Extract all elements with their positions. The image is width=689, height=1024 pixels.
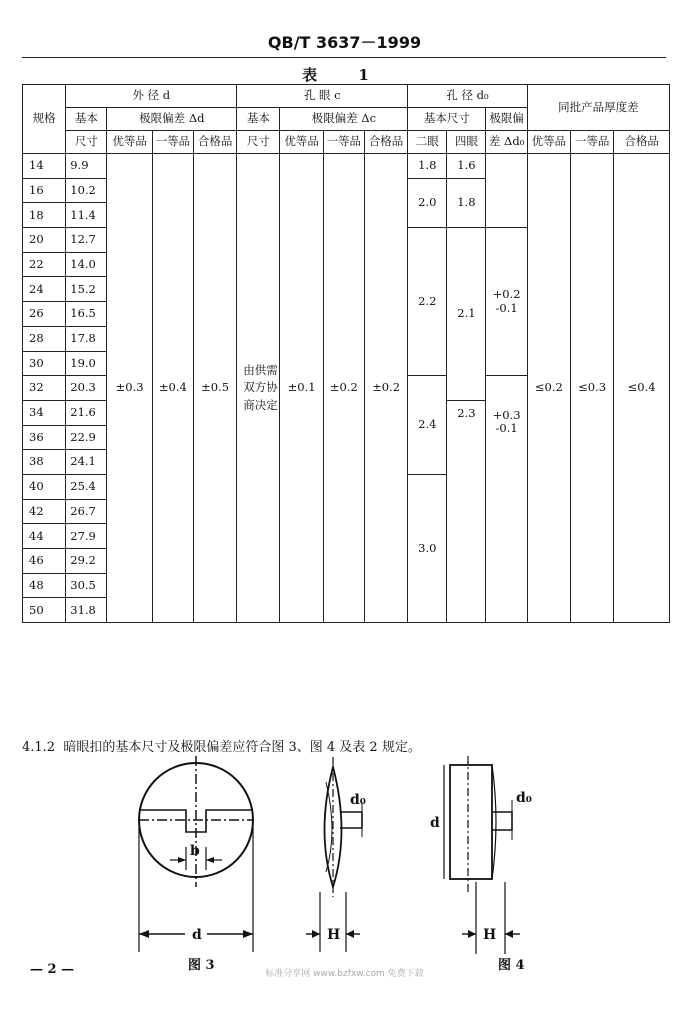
- cell-d0-two-5: 3.0: [408, 474, 447, 622]
- header-thickness-diff: 同批产品厚度差: [527, 85, 669, 131]
- cell-outer-diameter: 17.8: [66, 326, 107, 351]
- cell-outer-diameter: 9.9: [66, 154, 107, 179]
- cell-d0-dev-1b: -0.1: [495, 300, 518, 315]
- cell-c-dev-qualified: ±0.2: [364, 154, 407, 623]
- cell-d0-dev-blank: [486, 154, 527, 228]
- cell-size: 22: [23, 252, 66, 277]
- cell-size: 44: [23, 524, 66, 549]
- cell-size: 34: [23, 400, 66, 425]
- fig3-label-d0: d₀: [350, 792, 366, 808]
- fig4-button-body: [450, 765, 492, 879]
- cell-outer-diameter: 16.5: [66, 302, 107, 327]
- cell-d0-four-1: 1.6: [447, 154, 486, 179]
- header-superior-d: 优等品: [107, 131, 152, 154]
- cell-size: 24: [23, 277, 66, 302]
- header-limit-dev-c: 极限偏差 Δc: [280, 108, 408, 131]
- header-limit-dev-d0-bottom: 差 Δd₀: [486, 131, 527, 154]
- cell-size: 42: [23, 499, 66, 524]
- page-number: — 2 —: [30, 962, 75, 977]
- cell-size: 18: [23, 203, 66, 228]
- header-hole-spacing: 孔 眼 c: [237, 85, 408, 108]
- cell-c-dev-first: ±0.2: [323, 154, 364, 623]
- cell-d0-four-4: 2.3: [447, 400, 486, 622]
- clause-number: 4.1.2: [22, 740, 56, 755]
- cell-d0-two-4: 2.4: [408, 376, 447, 475]
- cell-outer-diameter: 10.2: [66, 178, 107, 203]
- cell-size: 48: [23, 573, 66, 598]
- cell-outer-diameter: 30.5: [66, 573, 107, 598]
- header-rule: [22, 57, 666, 58]
- cell-d0-dev-2b: -0.1: [495, 420, 518, 435]
- header-superior-t: 优等品: [527, 131, 570, 154]
- cell-outer-diameter: 24.1: [66, 450, 107, 475]
- fig4-label-d0: d₀: [516, 790, 532, 806]
- header-hole-diameter: 孔 径 d₀: [408, 85, 528, 108]
- cell-outer-diameter: 25.4: [66, 474, 107, 499]
- watermark: 标准分享网 www.bzfxw.com 免费下载: [265, 969, 424, 979]
- header-superior-c: 优等品: [280, 131, 323, 154]
- cell-d0-two-3: 2.2: [408, 228, 447, 376]
- cell-t-qualified: ≤0.4: [614, 154, 670, 623]
- header-first-t: 一等品: [570, 131, 613, 154]
- figures: [0, 752, 689, 982]
- header-two-hole: 二眼: [408, 131, 447, 154]
- header-limit-dev-d: 极限偏差 Δd: [107, 108, 237, 131]
- header-four-hole: 四眼: [447, 131, 486, 154]
- fig3-caption: 图 3: [188, 958, 215, 973]
- cell-size: 38: [23, 450, 66, 475]
- cell-outer-diameter: 19.0: [66, 351, 107, 376]
- cell-d0-two-2: 2.0: [408, 178, 447, 227]
- fig3-label-H: H: [327, 927, 341, 943]
- cell-d-dev-superior: ±0.3: [107, 154, 152, 623]
- cell-outer-diameter: 26.7: [66, 499, 107, 524]
- cell-outer-diameter: 22.9: [66, 425, 107, 450]
- cell-outer-diameter: 27.9: [66, 524, 107, 549]
- header-basic-d: 基本: [66, 108, 107, 131]
- cell-d-dev-qualified: ±0.5: [193, 154, 236, 623]
- header-qualified-c: 合格品: [364, 131, 407, 154]
- cell-size: 16: [23, 178, 66, 203]
- header-qualified-d: 合格品: [193, 131, 236, 154]
- header-outer-diameter: 外 径 d: [66, 85, 237, 108]
- cell-t-superior: ≤0.2: [527, 154, 570, 623]
- header-limit-dev-d0-top: 极限偏: [486, 108, 527, 131]
- cell-outer-diameter: 21.6: [66, 400, 107, 425]
- cell-d0-dev-1: [486, 228, 527, 376]
- cell-outer-diameter: 29.2: [66, 549, 107, 574]
- fig3-label-b: b: [190, 843, 200, 859]
- clause-text: 暗眼扣的基本尺寸及极限偏差应符合图 3、图 4 及表 2 规定。: [63, 740, 421, 755]
- cell-size: 32: [23, 376, 66, 401]
- cell-d0-dev-2a: +0.3: [492, 407, 521, 422]
- cell-d0-dev-2: [486, 376, 527, 623]
- fig3-label-d: d: [192, 927, 202, 943]
- cell-outer-diameter: 12.7: [66, 228, 107, 253]
- header-first-d: 一等品: [152, 131, 193, 154]
- fig4-label-H: H: [483, 927, 497, 943]
- spec-table: [22, 84, 670, 623]
- header-size-label-c: 尺寸: [237, 131, 280, 154]
- header-basic-size-d0: 基本尺寸: [408, 108, 486, 131]
- header-size: 规格: [23, 85, 66, 154]
- cell-size: 14: [23, 154, 66, 179]
- header-qualified-t: 合格品: [614, 131, 670, 154]
- cell-d0-four-2: 1.8: [447, 178, 486, 227]
- cell-size: 36: [23, 425, 66, 450]
- cell-d0-four-3: 2.1: [447, 228, 486, 401]
- cell-d-dev-first: ±0.4: [152, 154, 193, 623]
- cell-size: 30: [23, 351, 66, 376]
- cell-t-first: ≤0.3: [570, 154, 613, 623]
- standard-code: QB/T 3637－1999: [267, 33, 422, 52]
- cell-c-dev-superior: ±0.1: [280, 154, 323, 623]
- cell-size: 28: [23, 326, 66, 351]
- cell-outer-diameter: 11.4: [66, 203, 107, 228]
- cell-c-basic-note: 由供需双方协商决定: [237, 154, 280, 623]
- cell-size: 20: [23, 228, 66, 253]
- cell-size: 26: [23, 302, 66, 327]
- cell-outer-diameter: 14.0: [66, 252, 107, 277]
- header-size-label-d: 尺寸: [66, 131, 107, 154]
- cell-outer-diameter: 31.8: [66, 598, 107, 623]
- cell-d0-dev-1a: +0.2: [492, 287, 521, 302]
- fig4-caption: 图 4: [498, 958, 525, 973]
- table-title: 表 1: [302, 66, 387, 84]
- technical-drawings: [0, 752, 689, 982]
- spec-table-wrapper: [22, 84, 670, 623]
- header-first-c: 一等品: [323, 131, 364, 154]
- header-basic-c: 基本: [237, 108, 280, 131]
- cell-size: 46: [23, 549, 66, 574]
- cell-d0-two-1: 1.8: [408, 154, 447, 179]
- cell-size: 40: [23, 474, 66, 499]
- cell-outer-diameter: 15.2: [66, 277, 107, 302]
- fig4-label-d: d: [430, 815, 440, 831]
- table-row: [23, 154, 670, 179]
- cell-outer-diameter: 20.3: [66, 376, 107, 401]
- cell-size: 50: [23, 598, 66, 623]
